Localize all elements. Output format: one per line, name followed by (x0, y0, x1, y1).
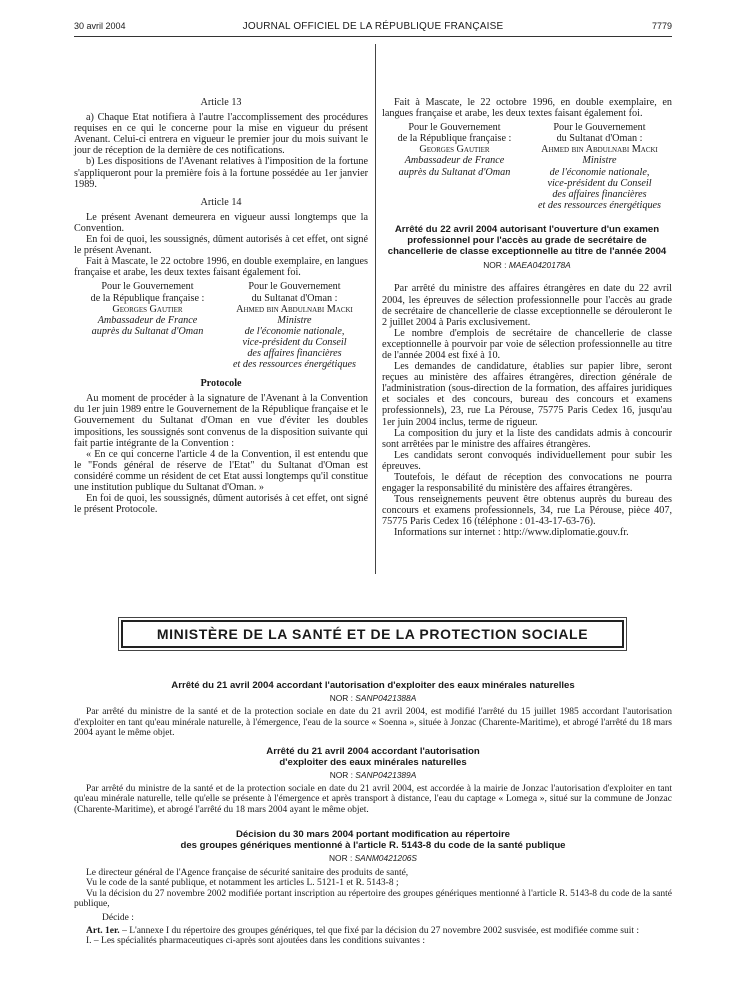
sig-line: auprès du Sultanat d'Oman (398, 166, 511, 178)
signatory-name: Georges Gautier (112, 303, 183, 315)
arrete-text: Par arrêté du ministre de la santé et de la protection sociale en date du 21 avril 2004, est modifié l'arrêté du 15 juillet 1985 accordant l'autorisation d'exploiter en tant qu'eau minérale naturelle, à l'émergence, l'eau de la source « Soenna », située à Jonzac (Charente-Maritime), et abrogé l'arrêté du 18 mars 2004 ayant le même objet. (74, 707, 672, 739)
signatory-france (382, 122, 527, 211)
sig-line: Ambassadeur de France (404, 155, 505, 167)
nor-reference (74, 770, 672, 780)
ministry-heading: MINISTÈRE DE LA SANTÉ ET DE LA PROTECTION SOCIALE (121, 620, 624, 648)
sig-line: de la République française : (90, 292, 205, 304)
arrete-paragraph: La composition du jury et la liste des candidats admis à concourir sont arrêtées par le ministre des affaires étrangères. (382, 427, 672, 450)
arrete-paragraph: Les demandes de candidature, établies sur papier libre, seront reçues au ministère des affaires étrangères, direction générale de l'administration (sous-direction de la formation, des affaires juridiques et sociales et des concours, bureau des concours et examens professionnels), 23, rue La Pérouse, 75775 Paris Cedex 16, jusqu'au 1er juin 2004 inclus, terme de rigueur. (382, 361, 672, 428)
nor-reference (382, 260, 672, 271)
signatory-france (74, 281, 221, 370)
signatory-oman (527, 122, 672, 211)
sig-line: Ambassadeur de France (97, 314, 198, 326)
nor-code: SANP0421388A (355, 692, 417, 703)
decide-line: Décide : (102, 912, 134, 923)
signature-block (382, 122, 672, 211)
sig-line: auprès du Sultanat d'Oman (91, 325, 204, 337)
arrete-paragraph: Par arrêté du ministre des affaires étrangères en date du 22 avril 2004, les épreuves de sélection professionnelle pour l'accès au grade de secrétaire de chancellerie de classe exceptionnelle se dérouleront le 2 juillet 2004 à Paris exclusivement. (382, 283, 672, 328)
arrete-eaux-2 (74, 747, 672, 815)
nor-code: MAEA0420178A (508, 260, 571, 271)
sig-line: des affaires financières (552, 188, 647, 200)
sig-line: de l'économie nationale, (549, 166, 650, 178)
header-date: 30 avril 2004 (74, 21, 126, 31)
signature-block (74, 281, 368, 370)
sig-line: Pour le Gouvernement (101, 281, 194, 293)
signatory-name: Ahmed bin Abdulnabi Macki (541, 144, 658, 156)
protocole-heading: Protocole (200, 378, 242, 390)
article-14-heading: Article 14 (200, 196, 242, 208)
sig-line: des affaires financières (247, 347, 342, 359)
column-separator (375, 44, 376, 574)
sig-line: de la République française : (397, 133, 512, 145)
article-1-item: I. – Les spécialités pharmaceutiques ci-après sont ajoutées dans les conditions suivantes : (86, 936, 426, 947)
arrete-paragraph: Toutefois, le défaut de réception des convocations ne pourra engager la responsabilité du ministère des affaires étrangères. (382, 472, 672, 495)
arrete-title-line: Arrêté du 21 avril 2004 accordant l'autorisation (266, 746, 480, 757)
article-13-b: b) Les dispositions de l'Avenant relatives à l'imposition de la fortune s'appliqueront pour la première fois à la fortune possédée au 1er janvier 1989. (74, 156, 368, 190)
nor-code: SANP0421389A (355, 769, 417, 780)
nor-code: SANM0421206S (354, 852, 417, 863)
article-1 (74, 926, 672, 936)
signature-clause: En foi de quoi, les soussignés, dûment autorisés à cet effet, ont signé le présent Avenant. (74, 234, 368, 257)
fait-a-mascate: Fait à Mascate, le 22 octobre 1996, en double exemplaire, en langues française et arabe, les deux textes faisant également foi. (382, 97, 672, 120)
signatory-name: Georges Gautier (419, 144, 490, 156)
sig-line: vice-président du Conseil (242, 336, 347, 348)
signatory-oman (221, 281, 368, 370)
article-1-text: – L'annexe I du répertoire des groupes génériques, tel que fixé par la décision du 27 novembre 2002 susvisée, est modifiée comme suit : (119, 926, 639, 937)
header-rule (74, 36, 672, 37)
decision-line: Le directeur général de l'Agence française de sécurité sanitaire des produits de santé, (86, 868, 409, 878)
decision-title-line: des groupes génériques mentionné à l'article R. 5143-8 du code de la santé publique (180, 839, 566, 851)
article-1-label: Art. 1er. (86, 926, 120, 937)
arrete-paragraph: Tous renseignements peuvent être obtenus auprès du bureau des concours et examens professionnels, 34, rue La Pérouse, pièce 407, 75775 Paris Cedex 16 (téléphone : 01-43-17-63-76). (382, 494, 672, 528)
nor-label: NOR : (329, 692, 353, 703)
article-13-a: a) Chaque Etat notifiera à l'autre l'accomplissement des procédures requises en ce qui le concerne pour la mise en vigueur du présent Avenant. Celui-ci entrera en vigueur le premier jour du mois suivant le jour de réception de la dernière de ces notifications. (74, 112, 368, 157)
nor-reference (74, 693, 672, 703)
page-number: 7779 (651, 21, 672, 31)
journal-title: JOURNAL OFFICIEL DE LA RÉPUBLIQUE FRANÇAISE (242, 21, 504, 32)
article-13-heading: Article 13 (200, 97, 242, 108)
protocole-intro: Au moment de procéder à la signature de l'Avenant à la Convention du 1er juin 1989 entre le Gouvernement de la République française et le Gouvernement du Sultanat d'Oman en vue d'éviter les doubles impositions, les soussignés sont convenus de la disposition suivante qui fait partie intégrante de la Convention : (74, 393, 368, 449)
arrete-title-line: d'exploiter des eaux minérales naturelles (279, 756, 467, 768)
nor-reference (74, 853, 672, 863)
arrete-paragraph: Informations sur internet : http://www.diplomatie.gouv.fr. (394, 527, 629, 539)
arrete-body (382, 283, 672, 538)
arrete-text: Par arrêté du ministre de la santé et de la protection sociale en date du 21 avril 2004, est accordée à la mairie de Jonzac l'autorisation d'exploiter en tant qu'eau minérale naturelle, telle qu'elle se présente à l'émergence et après transport à distance, l'eau du captage « Lomega », situé sur la commune de Jonzac (Charente-Maritime), et abrogé l'arrêté du 18 mars 2004 ayant le même objet. (74, 784, 672, 815)
sig-line: vice-président du Conseil (547, 177, 652, 189)
sig-line: et des ressources énergétiques (537, 199, 662, 211)
sig-line: Pour le Gouvernement (248, 281, 341, 293)
protocole-signature-clause: En foi de quoi, les soussignés, dûment autorisés à cet effet, ont signé le présent Protocole. (74, 493, 368, 516)
nor-label: NOR : (329, 769, 353, 780)
sig-line: Pour le Gouvernement (553, 122, 646, 134)
decision-title-line: Décision du 30 mars 2004 portant modification au répertoire (235, 829, 511, 840)
arrete-paragraph: Les candidats seront convoqués individuellement pour subir les épreuves. (382, 449, 672, 472)
arrete-title: Arrêté du 22 avril 2004 autorisant l'ouverture d'un examen professionnel pour l'accès au grade de secrétaire de chancellerie de classe exceptionnelle au titre de l'année 2004 (387, 223, 667, 257)
fait-a-mascate: Fait à Mascate, le 22 octobre 1996, en double exemplaire, en langues française et arabe, les deux textes faisant également foi. (74, 256, 368, 279)
decision-line: Vu le code de la santé publique, et notamment les articles L. 5121-1 et R. 5143-8 ; (86, 878, 399, 889)
right-column (382, 97, 672, 539)
sig-line: Ministre (582, 155, 617, 167)
nor-label: NOR : (483, 260, 507, 271)
protocole-disposition: « En ce qui concerne l'article 4 de la Convention, il est entendu que le "Fonds général de réserve de l'Etat" du Sultanat d'Oman est considéré comme un résident de cet Etat aussi longtemps qu'il constitue une institution publique du Sultanat d'Oman. » (74, 448, 368, 493)
decision-line: Vu la décision du 27 novembre 2002 modifiée portant inscription au répertoire des groupes génériques mentionné à l'article R. 5143-8 du code de la santé publique, (74, 888, 672, 910)
sig-line: du Sultanat d'Oman : (251, 292, 338, 304)
sig-line: Ministre (277, 314, 312, 326)
article-14-text: Le présent Avenant demeurera en vigueur aussi longtemps que la Convention. (74, 211, 368, 234)
sig-line: et des ressources énergétiques (232, 359, 357, 371)
decision-generiques (74, 830, 672, 947)
arrete-title: Arrêté du 21 avril 2004 accordant l'autorisation d'exploiter des eaux minérales naturelles (171, 680, 575, 691)
sig-line: de l'économie nationale, (244, 325, 345, 337)
sig-line: Pour le Gouvernement (408, 122, 501, 134)
arrete-eaux-1 (74, 681, 672, 738)
left-column (74, 97, 368, 515)
page-header (74, 21, 672, 35)
signatory-name: Ahmed bin Abdulnabi Macki (236, 303, 353, 315)
sig-line: du Sultanat d'Oman : (556, 133, 643, 145)
arrete-paragraph: Le nombre d'emplois de secrétaire de chancellerie de classe exceptionnelle à pourvoir par voie de sélection professionnelle au titre de l'année 2004 est fixé à 10. (382, 327, 672, 361)
nor-label: NOR : (329, 852, 353, 863)
